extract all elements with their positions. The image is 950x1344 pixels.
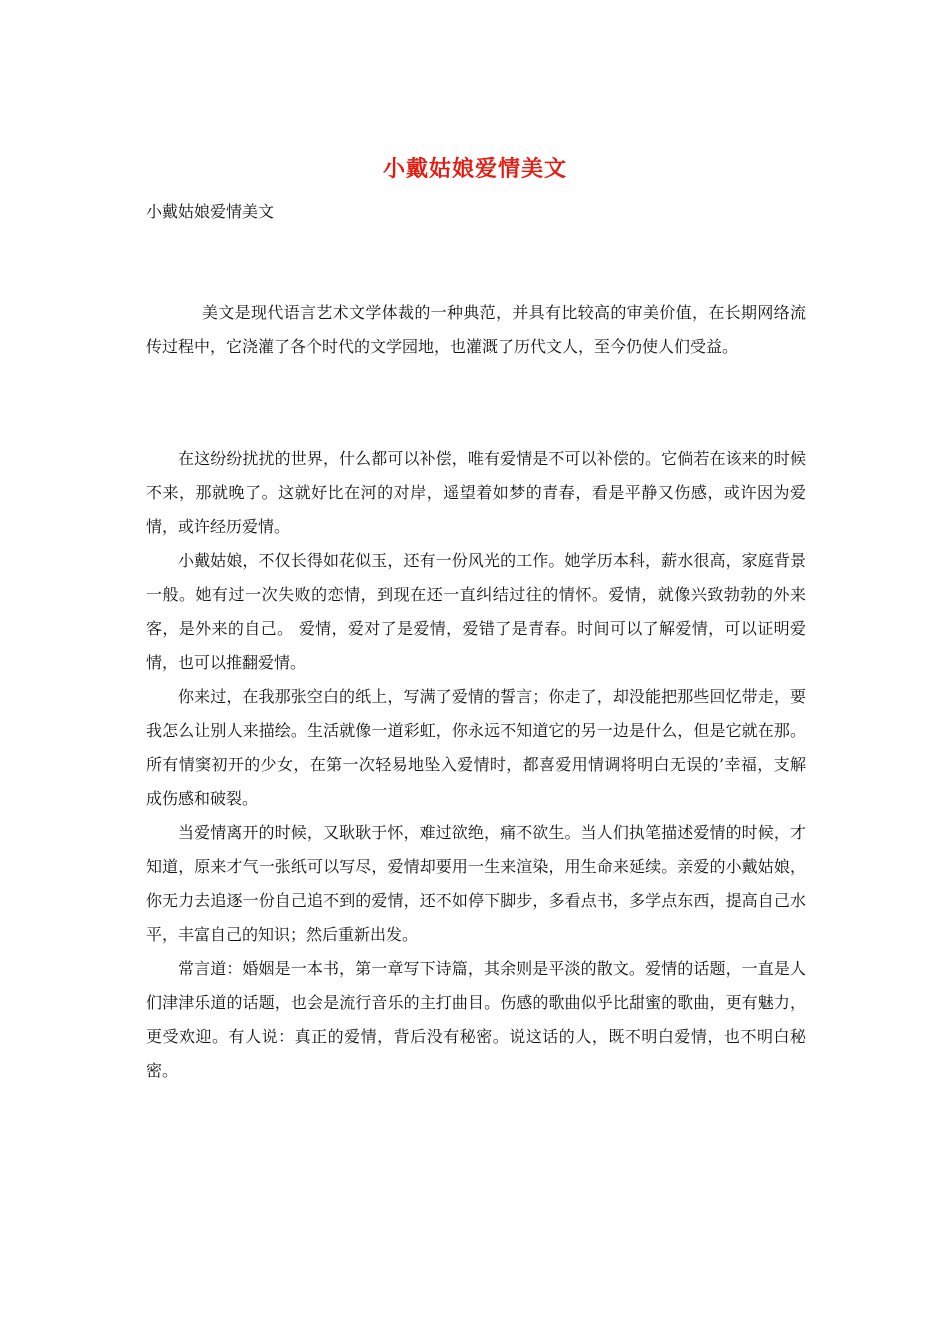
body-paragraph: 当爱情离开的时候，又耿耿于怀，难过欲绝，痛不欲生。当人们执笔描述爱情的时候，才知道，原来才气一张纸可以写尽，爱情却要用一生来渲染，用生命来延续。亲爱的小戴姑娘，你无力去追逐一份自己追不到的爱情，还不如停下脚步，多看点书，多学点东西，提高自己水平，丰富自己的知识；然后重新出发。	[146, 823, 806, 944]
body-paragraph: 小戴姑娘，不仅长得如花似玉，还有一份风光的工作。她学历本科，薪水很高，家庭背景一般。她有过一次失败的恋情，到现在还一直纠结过往的情怀。爱情，就像兴致勃勃的外来客，是外来的自己。 爱情，爱对了是爱情，爱错了是青春。时间可以了解爱情，可以证明爱情，也可以推翻爱情。	[146, 551, 806, 672]
document-title: 小戴姑娘爱情美文	[382, 156, 567, 182]
article-body	[146, 442, 806, 1088]
body-paragraph: 你来过，在我那张空白的纸上，写满了爱情的誓言；你走了，却没能把那些回忆带走，要我怎么让别人来描绘。生活就像一道彩虹，你永远不知道它的另一边是什么，但是它就在那。 所有情窦初开的少女，在第一次轻易地坠入爱情时，都喜爱用情调将明白无误的’幸福，支解成伤感和破裂。	[146, 687, 806, 808]
body-paragraph: 在这纷纷扰扰的世界，什么都可以补偿，唯有爱情是不可以补偿的。它倘若在该来的时候不来，那就晚了。这就好比在河的对岸，遥望着如梦的青春，看是平静又伤感，或许因为爱情，或许经历爱情。	[146, 449, 806, 536]
document-subtitle: 小戴姑娘爱情美文	[146, 202, 275, 221]
intro-section	[146, 296, 806, 364]
body-paragraph: 常言道：婚姻是一本书，第一章写下诗篇，其余则是平淡的散文。爱情的话题，一直是人们津津乐道的话题，也会是流行音乐的主打曲目。伤感的歌曲似乎比甜蜜的歌曲，更有魅力，更受欢迎。有人说：真正的爱情，背后没有秘密。说这话的人，既不明白爱情，也不明白秘密。	[146, 959, 806, 1080]
intro-paragraph: 美文是现代语言艺术文学体裁的一种典范，并具有比较高的审美价值，在长期网络流传过程中，它浇灌了各个时代的文学园地，也灌溉了历代文人，至今仍使人们受益。	[146, 303, 806, 356]
